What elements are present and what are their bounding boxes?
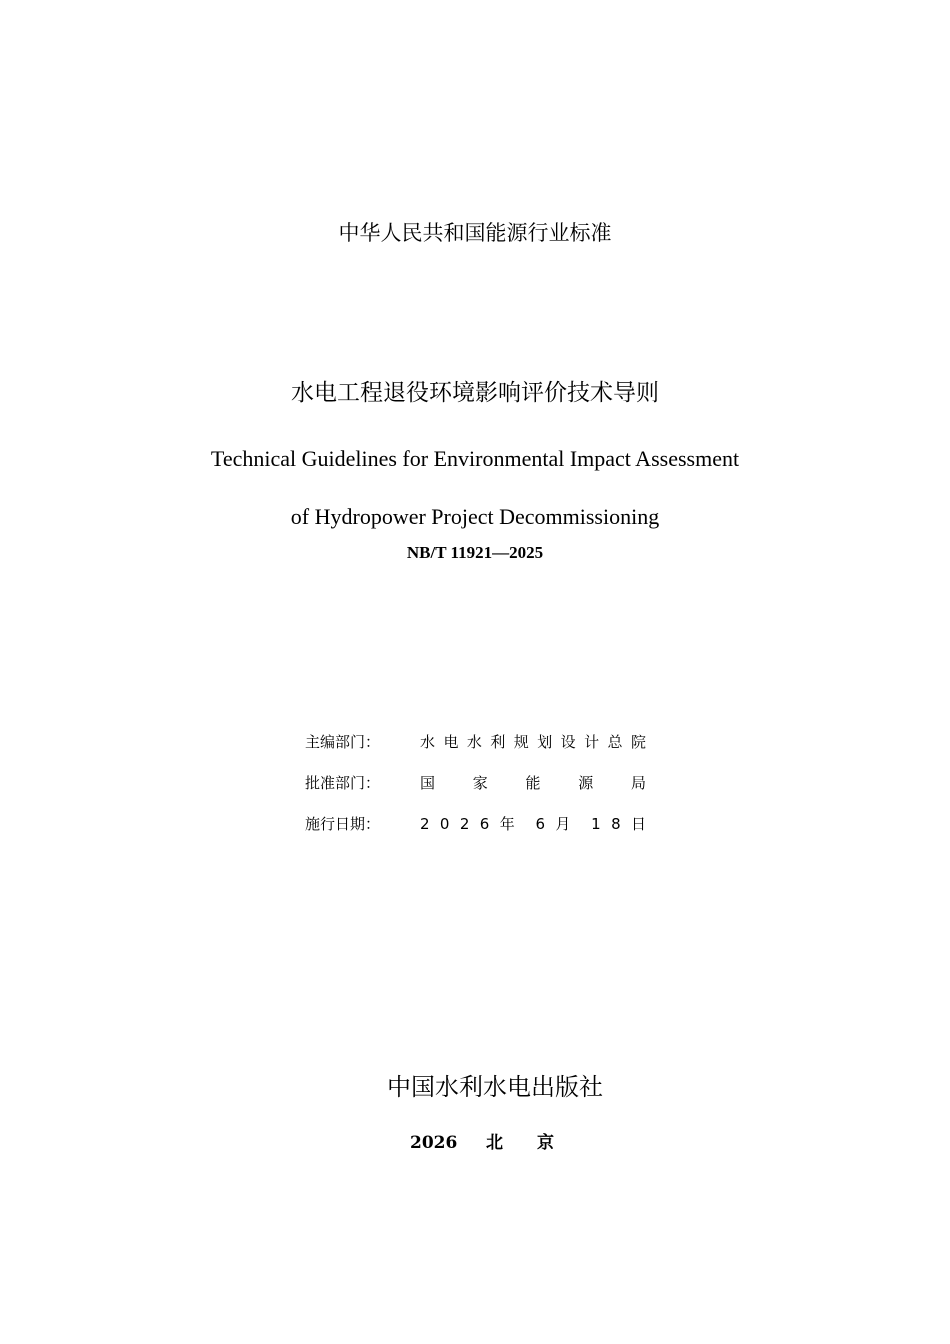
editor-label: 主编部门： — [305, 733, 381, 751]
publication-year: 2026 — [410, 1133, 458, 1153]
standard-category: 中华人民共和国能源行业标准 — [338, 221, 612, 245]
publication-footer — [0, 1130, 950, 1156]
effective-date-value — [420, 811, 646, 837]
date-char: 1 — [591, 815, 601, 833]
editor-row — [305, 729, 650, 755]
date-char: 2 — [420, 815, 430, 833]
editor-char: 利 — [490, 733, 506, 751]
date-char: 日 — [630, 815, 646, 833]
approver-char: 国 — [420, 774, 436, 792]
date-char: 年 — [499, 815, 515, 833]
approver-label: 批准部门： — [305, 774, 381, 792]
publication-city — [486, 1130, 554, 1156]
editor-char: 计 — [584, 733, 600, 751]
standard-code: NB/T 11921—2025 — [406, 543, 544, 562]
date-char: 0 — [439, 815, 450, 833]
editor-char: 水 — [466, 733, 482, 751]
date-char: 6 — [535, 815, 545, 833]
city-char: 北 — [486, 1133, 503, 1153]
approver-char: 能 — [525, 774, 541, 792]
approver-char: 家 — [472, 774, 488, 792]
editor-char: 总 — [607, 733, 623, 751]
effective-date-row — [305, 811, 650, 837]
editor-char: 设 — [560, 733, 576, 751]
editor-char: 规 — [513, 733, 529, 751]
effective-date-label: 施行日期： — [305, 815, 381, 833]
approver-char: 源 — [578, 774, 594, 792]
date-char: 月 — [555, 815, 571, 833]
editor-char: 院 — [630, 733, 646, 751]
date-char: 2 — [459, 815, 470, 833]
title-english-line-2: of Hydropower Project Decommissioning — [290, 504, 660, 529]
date-char: 8 — [611, 815, 621, 833]
date-char: 6 — [479, 815, 490, 833]
city-char: 京 — [537, 1133, 554, 1153]
title-chinese: 水电工程退役环境影响评价技术导则 — [291, 380, 659, 406]
publisher-name: 中国水利水电出版社 — [387, 1073, 603, 1101]
editor-value — [420, 729, 646, 755]
title-english-line-1: Technical Guidelines for Environmental Impact Assessment — [210, 446, 740, 471]
approver-char: 局 — [630, 774, 646, 792]
editor-char: 划 — [537, 733, 553, 751]
approver-row — [305, 770, 650, 796]
editor-char: 电 — [443, 733, 459, 751]
approver-value — [420, 770, 646, 796]
editor-char: 水 — [420, 733, 436, 751]
